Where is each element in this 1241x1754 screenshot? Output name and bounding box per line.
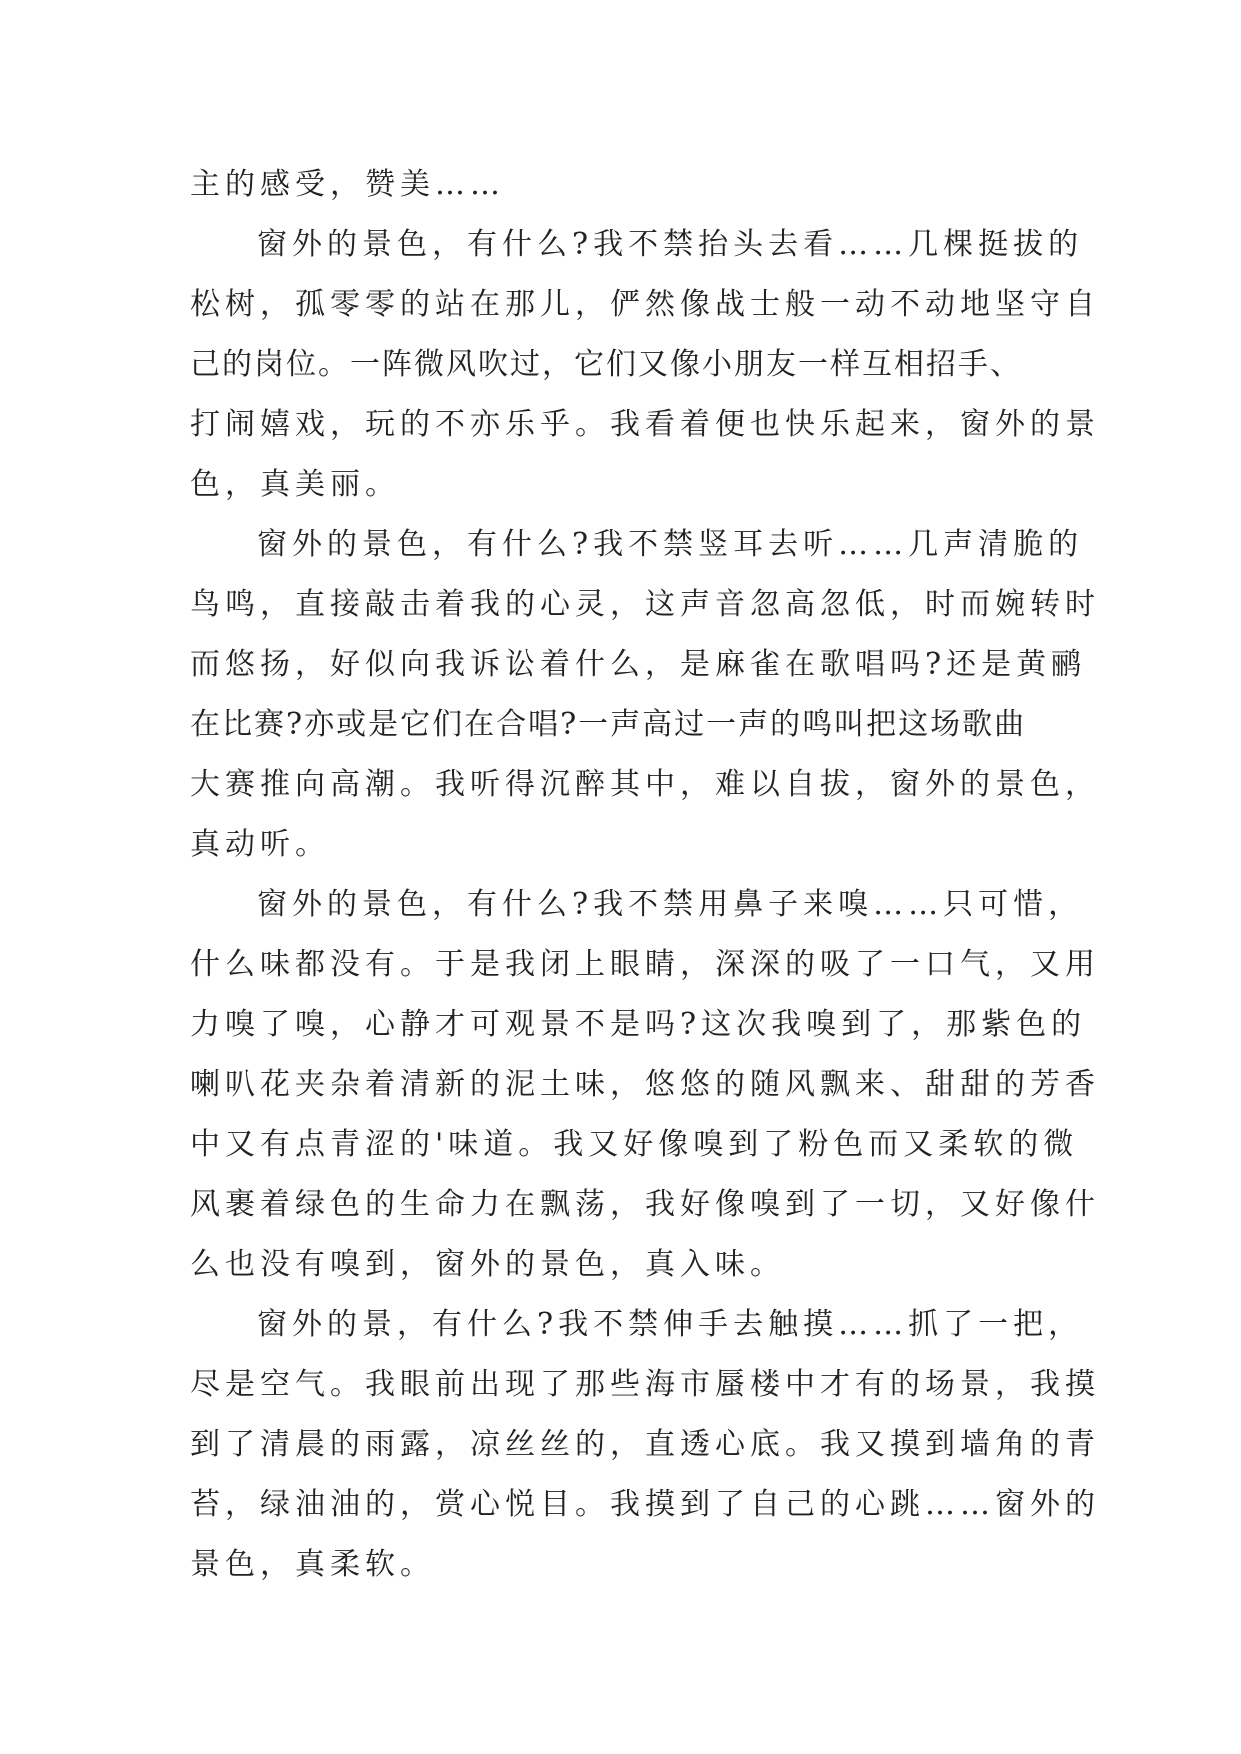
paragraph-start-line: 窗外的景，有什么?我不禁伸手去触摸……抓了一把， [257, 1307, 1084, 1342]
paragraph-start-line: 窗外的景色，有什么?我不禁抬头去看……几棵挺拔的 [257, 227, 1084, 262]
text-line: 大赛推向高潮。我听得沉醉其中，难以自拔，窗外的景色， [190, 767, 1100, 802]
text-line: 什么味都没有。于是我闭上眼睛，深深的吸了一口气，又用 [190, 947, 1100, 982]
text-line: 松树，孤零零的站在那儿，俨然像战士般一动不动地坚守自 [190, 287, 1100, 322]
text-line: 色，真美丽。 [190, 467, 400, 502]
text-line: 风裹着绿色的生命力在飘荡，我好像嗅到了一切，又好像什 [190, 1187, 1100, 1222]
text-line: 尽是空气。我眼前出现了那些海市蜃楼中才有的场景，我摸 [190, 1367, 1100, 1402]
text-line: 喇叭花夹杂着清新的泥土味，悠悠的随风飘来、甜甜的芳香 [190, 1067, 1100, 1102]
text-line: 景色，真柔软。 [190, 1547, 435, 1582]
text-line: 主的感受，赞美…… [190, 167, 505, 202]
text-line: 到了清晨的雨露，凉丝丝的，直透心底。我又摸到墙角的青 [190, 1427, 1100, 1462]
essay-text [190, 155, 1100, 1595]
paragraph-start-line: 窗外的景色，有什么?我不禁竖耳去听……几声清脆的 [257, 527, 1084, 562]
text-line: 苔，绿油油的，赏心悦目。我摸到了自己的心跳……窗外的 [190, 1487, 1100, 1522]
text-line: 在比赛?亦或是它们在合唱?一声高过一声的鸣叫把这场歌曲 [190, 707, 1027, 742]
text-line: 己的岗位。一阵微风吹过，它们又像小朋友一样互相招手、 [190, 347, 1022, 382]
text-line: 么也没有嗅到，窗外的景色，真入味。 [190, 1247, 785, 1282]
paragraph-start-line: 窗外的景色，有什么?我不禁用鼻子来嗅……只可惜， [257, 887, 1084, 922]
text-line: 而悠扬，好似向我诉讼着什么，是麻雀在歌唱吗?还是黄鹂 [190, 647, 1087, 682]
text-line: 中又有点青涩的'味道。我又好像嗅到了粉色而又柔软的微 [190, 1127, 1079, 1162]
text-line: 打闹嬉戏，玩的不亦乐乎。我看着便也快乐起来，窗外的景 [190, 407, 1100, 442]
text-line: 力嗅了嗅，心静才可观景不是吗?这次我嗅到了，那紫色的 [190, 1007, 1087, 1042]
text-line: 真动听。 [190, 827, 330, 862]
text-line: 鸟鸣，直接敲击着我的心灵，这声音忽高忽低，时而婉转时 [190, 587, 1100, 622]
